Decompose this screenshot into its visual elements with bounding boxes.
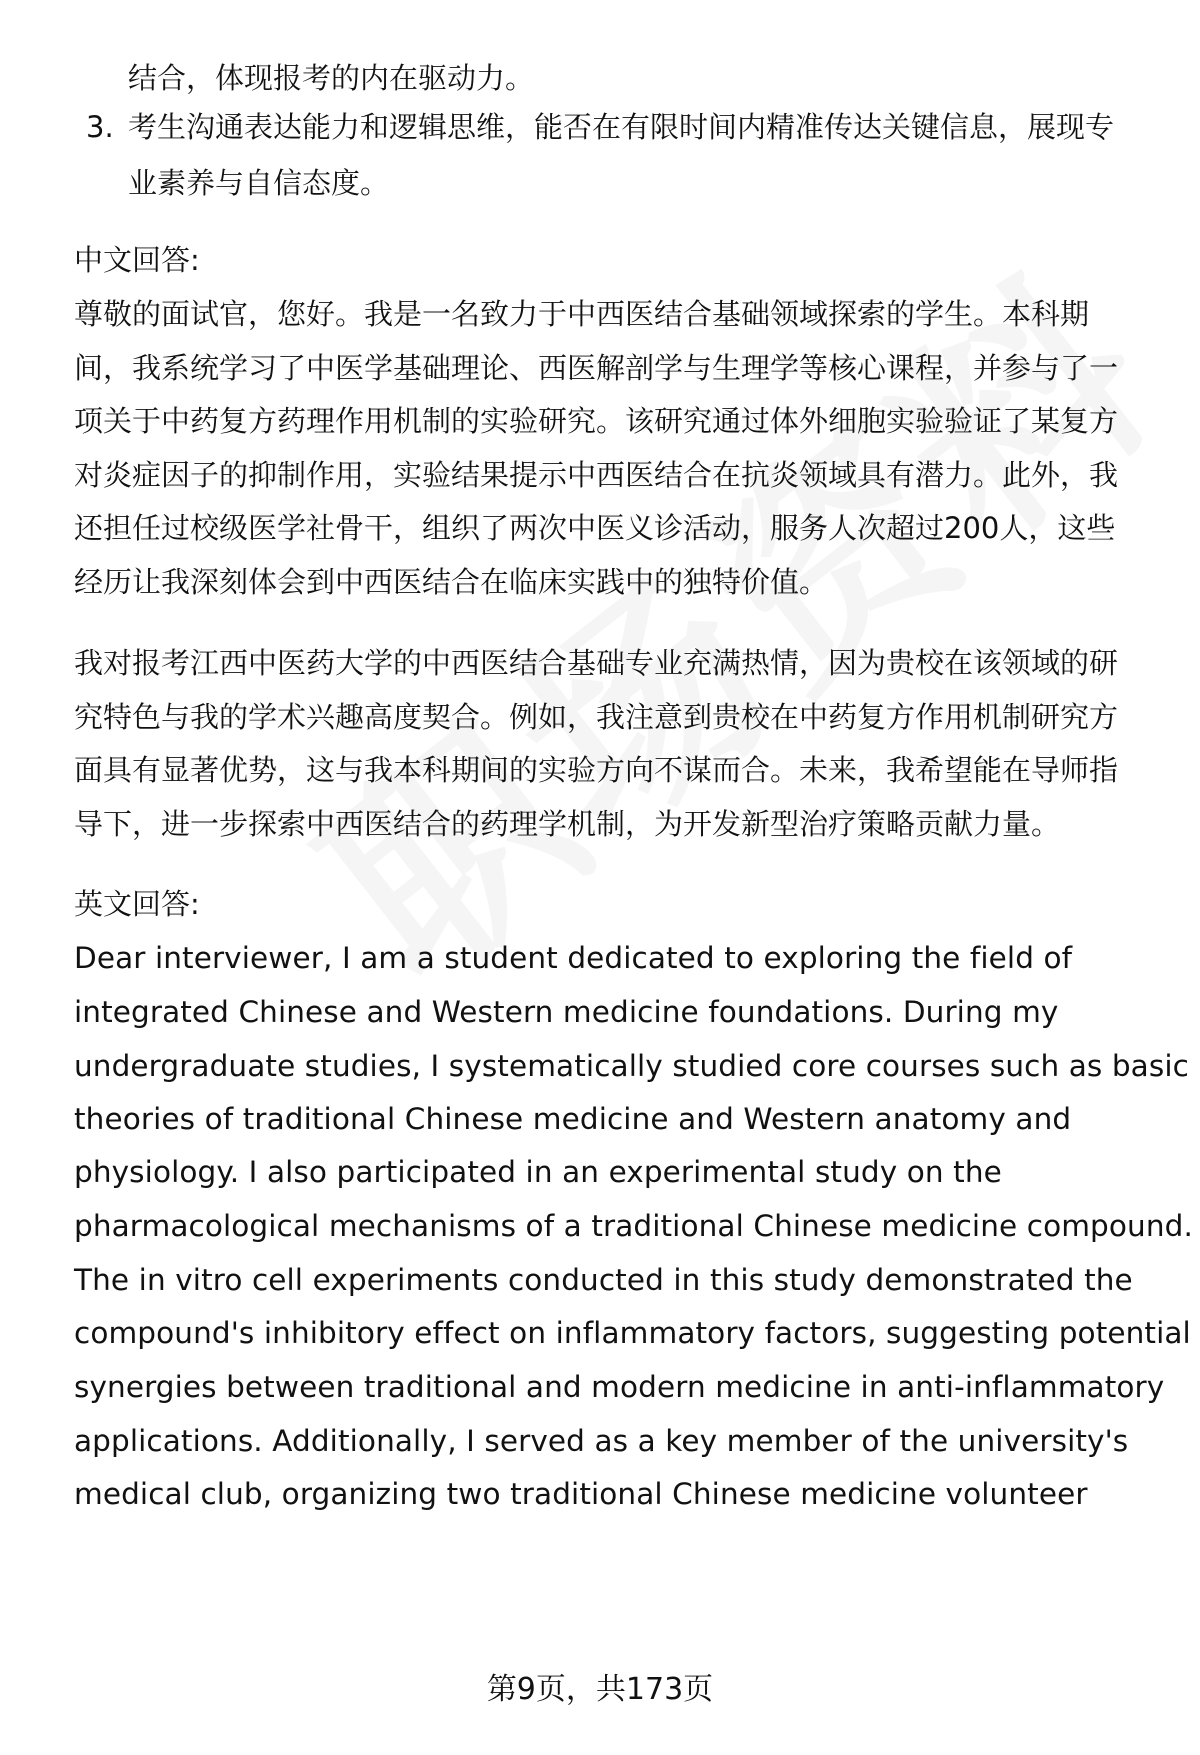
cn-answer-heading: 中文回答: xyxy=(74,243,200,277)
cn-p1-line: 对炎症因子的抑制作用，实验结果提示中西医结合在抗炎领域具有潜力。此外，我 xyxy=(74,458,1119,492)
en-line: synergies between traditional and modern medicine in anti-inflammatory xyxy=(74,1370,1165,1404)
en-line: compound's inhibitory effect on inflammatory factors, suggesting potential xyxy=(74,1316,1191,1350)
en-line: medical club, organizing two traditional Chinese medicine volunteer xyxy=(74,1477,1088,1511)
cn-p1-line: 还担任过校级医学社骨干，组织了两次中医义诊活动，服务人次超过200人，这些 xyxy=(74,511,1116,545)
en-line: undergraduate studies, I systematically studied core courses such as basic xyxy=(74,1049,1189,1083)
cn-p1-line: 项关于中药复方药理作用机制的实验研究。该研究通过体外细胞实验验证了某复方 xyxy=(74,404,1119,438)
cn-p2-line: 导下，进一步探索中西医结合的药理学机制，为开发新型治疗策略贡献力量。 xyxy=(74,807,1061,841)
list-item-3-number: 3. xyxy=(86,110,114,144)
list-item-2-continuation: 结合，体现报考的内在驱动力。 xyxy=(128,61,535,95)
cn-p1-line: 经历让我深刻体会到中西医结合在临床实践中的独特价值。 xyxy=(74,565,829,599)
cn-p2-line: 面具有显著优势，这与我本科期间的实验方向不谋而合。未来，我希望能在导师指 xyxy=(74,753,1119,787)
en-line: The in vitro cell experiments conducted in this study demonstrated the xyxy=(74,1263,1133,1297)
en-line: pharmacological mechanisms of a traditional Chinese medicine compound. xyxy=(74,1209,1193,1243)
en-line: applications. Additionally, I served as a key member of the university's xyxy=(74,1424,1129,1458)
list-item-3-line-2: 业素养与自信态度。 xyxy=(128,166,390,200)
en-answer-heading: 英文回答: xyxy=(74,887,200,921)
en-line: Dear interviewer, I am a student dedicated to exploring the field of xyxy=(74,941,1073,975)
en-line: physiology. I also participated in an experimental study on the xyxy=(74,1155,1002,1189)
page-number: 第9页，共173页 xyxy=(486,1672,714,1707)
en-line: theories of traditional Chinese medicine and Western anatomy and xyxy=(74,1102,1072,1136)
cn-p1-line: 间，我系统学习了中医学基础理论、西医解剖学与生理学等核心课程，并参与了一 xyxy=(74,351,1119,385)
cn-p2-line: 我对报考江西中医药大学的中西医结合基础专业充满热情，因为贵校在该领域的研 xyxy=(74,646,1119,680)
cn-p2-line: 究特色与我的学术兴趣高度契合。例如，我注意到贵校在中药复方作用机制研究方 xyxy=(74,700,1119,734)
list-item-3-line-1: 考生沟通表达能力和逻辑思维，能否在有限时间内精准传达关键信息，展现专 xyxy=(128,110,1115,144)
cn-p1-line: 尊敬的面试官，您好。我是一名致力于中西医结合基础领域探索的学生。本科期 xyxy=(74,297,1090,331)
en-line: integrated Chinese and Western medicine foundations. During my xyxy=(74,995,1059,1029)
